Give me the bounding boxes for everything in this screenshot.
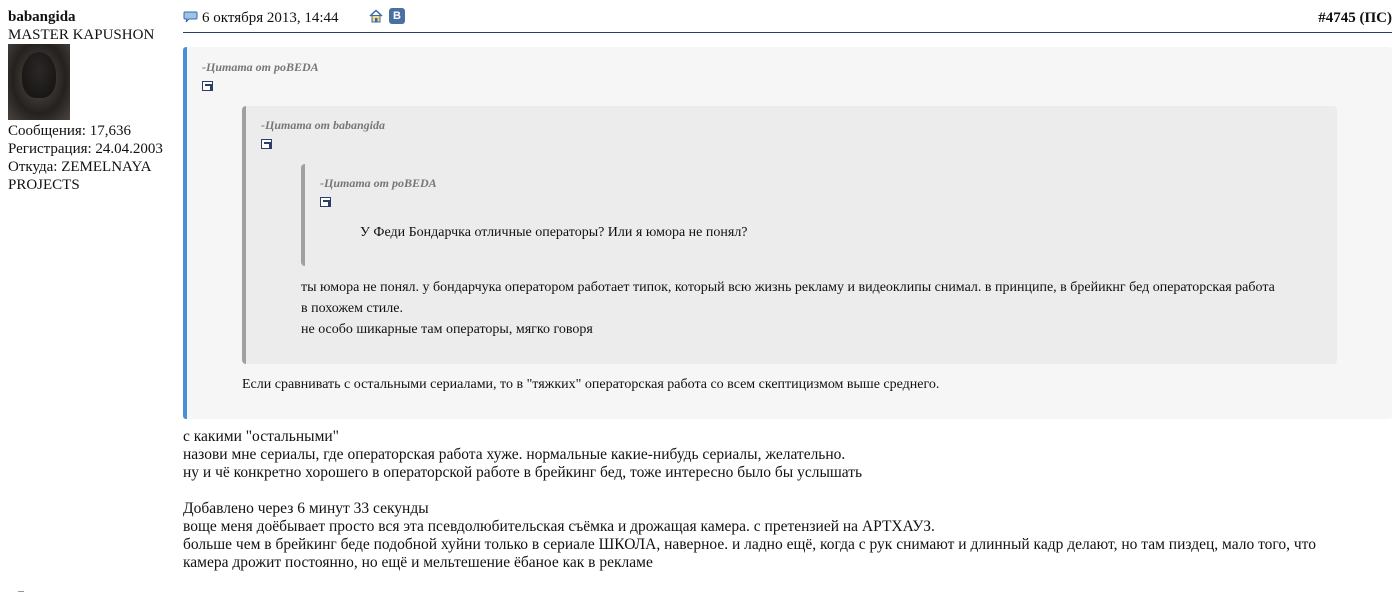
- quote-inner-author: -Цитата от poBEDA: [320, 176, 437, 190]
- quote-inner-link-icon[interactable]: [320, 197, 331, 207]
- added-later-note: Добавлено через 6 минут 33 секунды: [183, 500, 429, 517]
- quote-middle-text-line-1: ты юмора не понял. у бондарчука оператором работает типок, который всю жизнь рекламу и видеоклипы снимал. в принципе, в брейикнг бед операторская работа: [301, 280, 1275, 295]
- post-date: 6 октября 2013, 14:44: [202, 10, 339, 26]
- vk-icon[interactable]: В: [389, 8, 405, 24]
- username[interactable]: babangida: [8, 9, 76, 25]
- post-icon: [183, 11, 198, 23]
- registration-date: Регистрация: 24.04.2003: [8, 141, 163, 157]
- quote-outer-text: Если сравнивать с остальными сериалами, то в "тяжких" операторская работа со всем скептицизмом выше среднего.: [242, 377, 940, 392]
- body-line: воще меня доёбывает просто вся эта псевдолюбительская съёмка и дрожащая камера. с претензией на АРТХАУЗ.: [183, 518, 935, 535]
- quote-middle-author: -Цитата от babangida: [261, 118, 386, 132]
- body-line: камера дрожит постоянно, но ещё и мельтешение ёбаное как в рекламе: [183, 554, 653, 571]
- location-line-1: Откуда: ZEMELNAYA: [8, 159, 152, 175]
- home-icon[interactable]: [369, 9, 383, 23]
- post-header: [183, 8, 1392, 33]
- quote-inner-text: У Феди Бондарчка отличные операторы? Или я юмора не понял?: [360, 225, 748, 240]
- post-body: [183, 428, 1392, 572]
- post-count: Сообщения: 17,636: [8, 123, 131, 139]
- footer-divider: [18, 591, 24, 592]
- body-line: назови мне сериалы, где операторская работа хуже. нормальные какие-нибудь сериалы, желательно.: [183, 446, 846, 463]
- body-line: больше чем в брейкинг беде подобной хуйни только в сериале ШКОЛА, наверное. и ладно ещё, когда с рук снимают и длинный кадр делают, но там пиздец, мало того, что: [183, 536, 1317, 553]
- user-info: [8, 8, 178, 194]
- post: [183, 8, 1392, 33]
- quote-inner: [301, 164, 1291, 266]
- quote-outer-link-icon[interactable]: [202, 81, 213, 91]
- body-line: ну и чё конкретно хорошего в операторской работе в брейкинг бед, тоже интересно было бы услышать: [183, 464, 863, 481]
- location-line-2: PROJECTS: [8, 177, 80, 193]
- location: [8, 158, 178, 194]
- body-line: с какими "остальными": [183, 428, 339, 445]
- quote-middle-text-line-3: не особо шикарные там операторы, мягко говоря: [301, 322, 593, 337]
- quote-middle-link-icon[interactable]: [261, 139, 272, 149]
- quote-outer-author: -Цитата от poBEDA: [202, 60, 319, 74]
- quote-middle-text-line-2: в похожем стиле.: [301, 301, 403, 316]
- post-number-link[interactable]: #4745 (ПС): [1318, 10, 1392, 26]
- avatar[interactable]: [8, 44, 70, 120]
- body-line: [183, 482, 1392, 500]
- user-title: MASTER KAPUSHON: [8, 27, 155, 43]
